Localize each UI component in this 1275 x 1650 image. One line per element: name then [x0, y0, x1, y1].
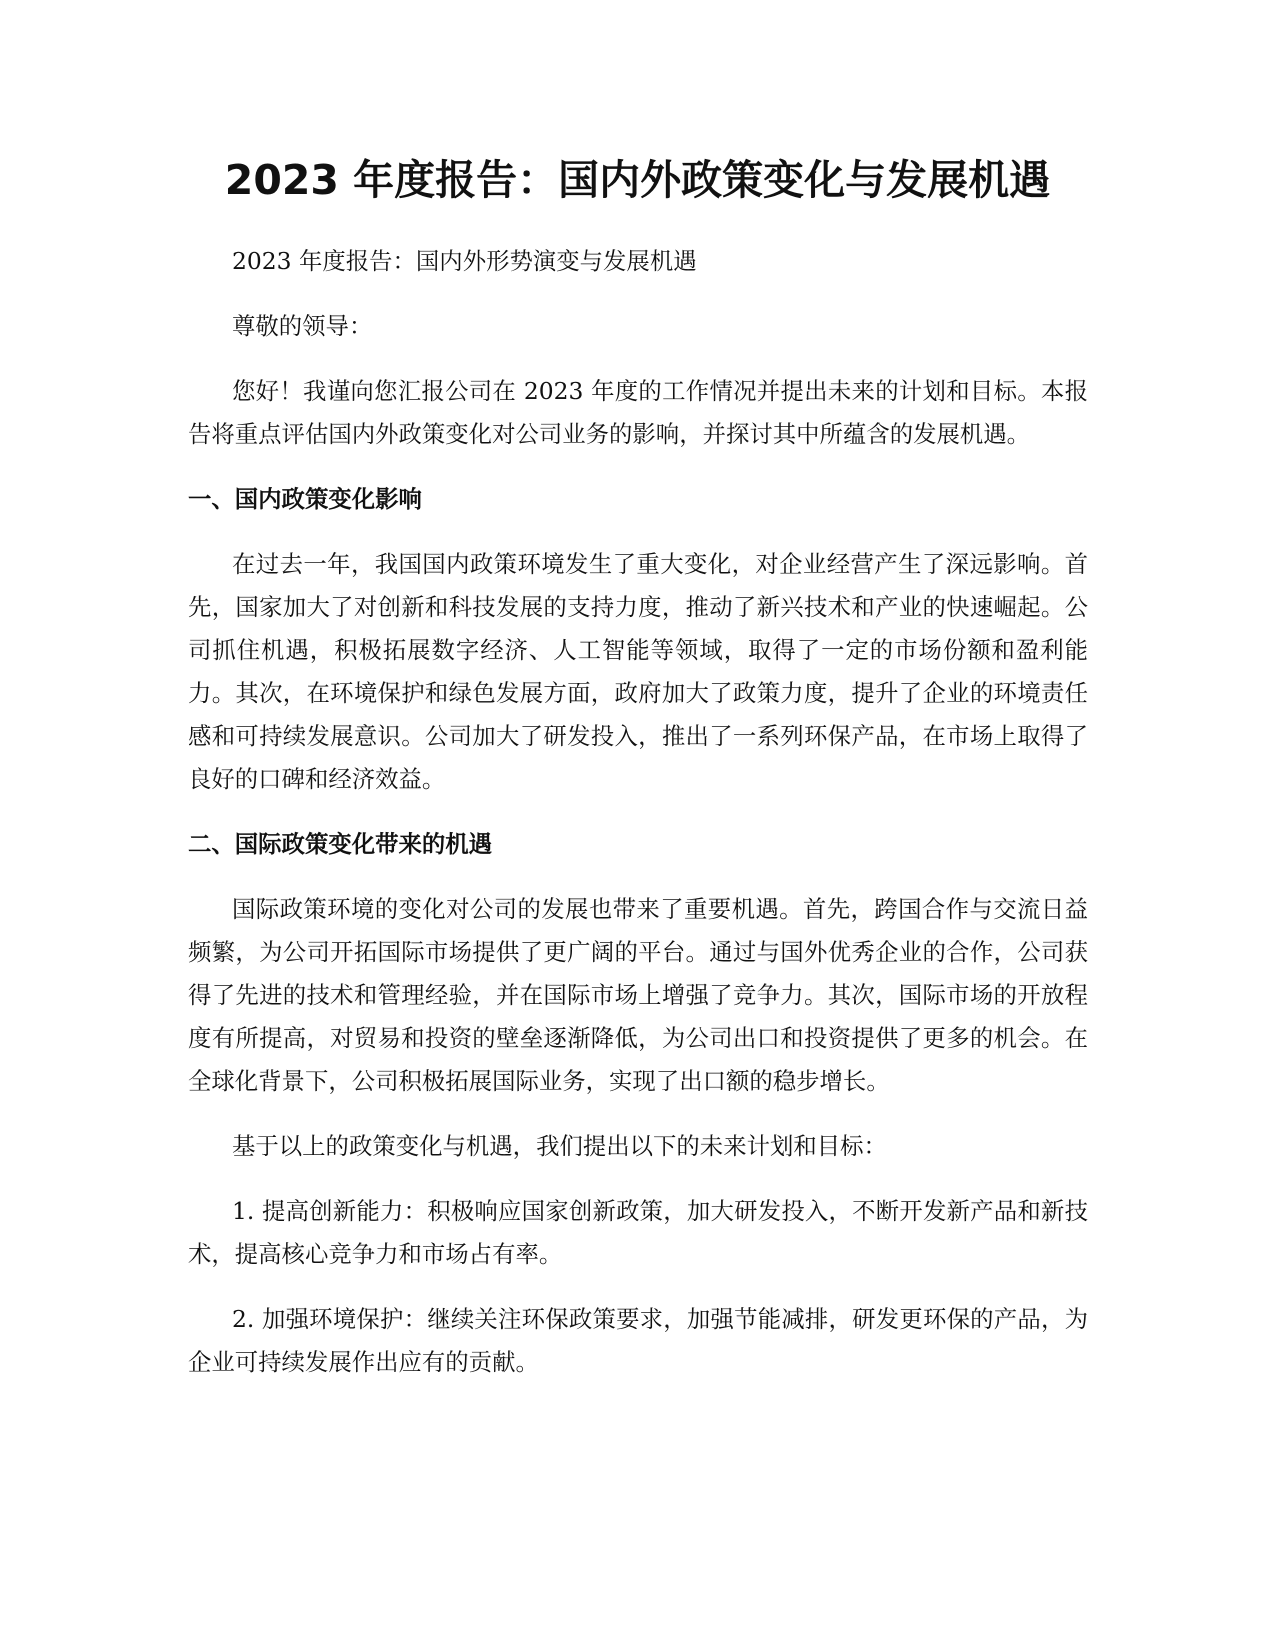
intro-paragraph: 您好！我谨向您汇报公司在 2023 年度的工作情况并提出未来的计划和目标。本报告将重点评估国内外政策变化对公司业务的影响，并探讨其中所蕴含的发展机遇。 [188, 377, 1088, 448]
section-body-international: 国际政策环境的变化对公司的发展也带来了重要机遇。首先，跨国合作与交流日益频繁，为公司开拓国际市场提供了更广阔的平台。通过与国外优秀企业的合作，公司获得了先进的技术和管理经验，并在国际市场上增强了竞争力。其次，国际市场的开放程度有所提高，对贸易和投资的壁垒逐渐降低，为公司出口和投资提供了更多的机会。在全球化背景下，公司积极拓展国际业务，实现了出口额的稳步增长。 [188, 895, 1088, 1095]
section-heading-domestic: 一、国内政策变化影响 [188, 485, 422, 513]
page-title: 2023 年度报告：国内外政策变化与发展机遇 [224, 156, 1051, 204]
plan-item-environment: 2. 加强环境保护：继续关注环保政策要求，加强节能减排，研发更环保的产品，为企业可持续发展作出应有的贡献。 [188, 1305, 1088, 1376]
section-body-domestic: 在过去一年，我国国内政策环境发生了重大变化，对企业经营产生了深远影响。首先，国家加大了对创新和科技发展的支持力度，推动了新兴技术和产业的快速崛起。公司抓住机遇，积极拓展数字经济、人工智能等领域，取得了一定的市场份额和盈利能力。其次，在环境保护和绿色发展方面，政府加大了政策力度，提升了企业的环境责任感和可持续发展意识。公司加大了研发投入，推出了一系列环保产品，在市场上取得了良好的口碑和经济效益。 [188, 550, 1088, 793]
salutation-paragraph: 尊敬的领导： [232, 312, 373, 340]
section-heading-international: 二、国际政策变化带来的机遇 [188, 830, 493, 858]
document-body [188, 240, 1088, 1406]
plan-intro-paragraph: 基于以上的政策变化与机遇，我们提出以下的未来计划和目标： [232, 1132, 887, 1160]
plan-item-innovation: 1. 提高创新能力：积极响应国家创新政策，加大研发投入，不断开发新产品和新技术，提高核心竞争力和市场占有率。 [188, 1197, 1088, 1268]
subtitle-paragraph: 2023 年度报告：国内外形势演变与发展机遇 [232, 247, 697, 275]
